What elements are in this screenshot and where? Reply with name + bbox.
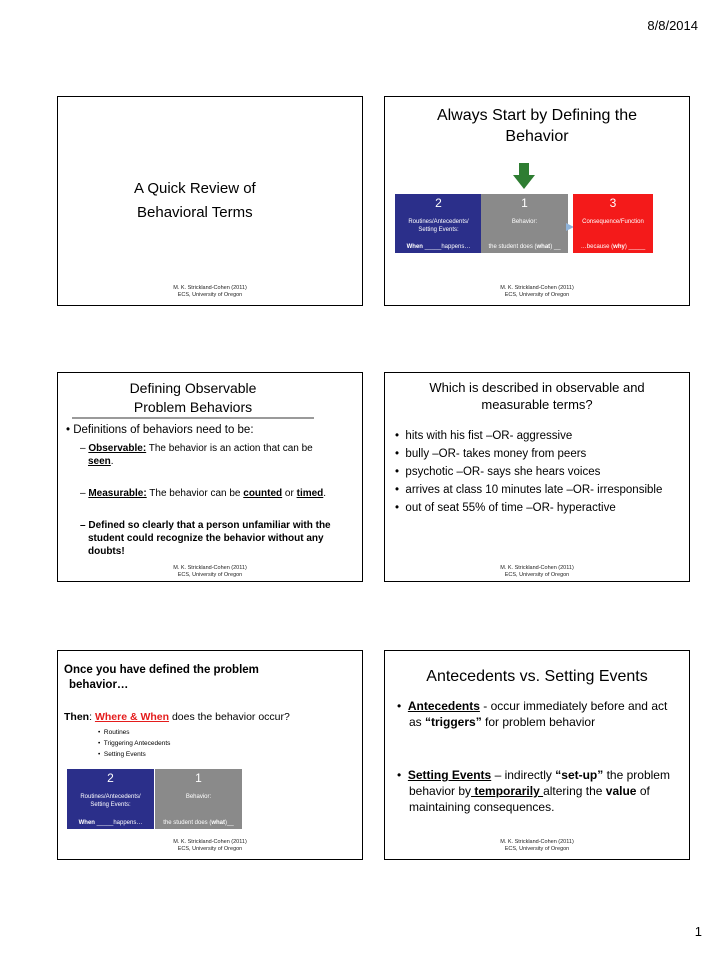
triggers-word: “triggers” <box>425 715 482 729</box>
box-number: 2 <box>107 771 114 785</box>
box-prompt-a: the student does ( <box>488 244 537 250</box>
slide-4 <box>384 372 690 582</box>
slide-3-body <box>66 423 336 558</box>
box-prompt <box>155 819 242 827</box>
box-label <box>395 218 482 234</box>
when-rest: _____happens… <box>422 244 471 250</box>
footer-affiliation: ECS, University of Oregon <box>504 572 570 578</box>
then-question <box>64 711 290 724</box>
subitem: • Triggering Antecedents <box>98 740 171 747</box>
slide-footer <box>385 839 689 853</box>
why-word: why <box>613 244 625 250</box>
option-text: bully –OR- takes money from peers <box>405 448 587 460</box>
slide-5-title-line2: behavior… <box>69 679 129 691</box>
page-number: 1 <box>694 924 702 939</box>
when-word: When <box>406 244 423 250</box>
box-consequence <box>573 194 653 253</box>
slide-2-title-line1: Always Start by Defining the <box>436 107 638 124</box>
slide-1-title-line1: A Quick Review of <box>134 180 256 197</box>
what-word: what <box>211 820 226 826</box>
setting-events-text3: altering the <box>543 784 606 798</box>
observable-text: The behavior is an action that can be <box>146 443 313 454</box>
subitem-text: Routines <box>103 729 130 736</box>
down-arrow-icon <box>513 163 535 189</box>
slide-5 <box>57 650 363 860</box>
then-question-text: does the behavior occur? <box>169 711 290 723</box>
slide-5-title-line1: Once you have defined the problem <box>64 664 259 676</box>
measurable-term: Measurable: <box>88 488 147 499</box>
slide-6 <box>384 650 690 860</box>
box-prompt <box>395 243 482 251</box>
box-prompt-a: the student does ( <box>163 820 212 826</box>
options-list <box>395 429 675 519</box>
setting-events-term: Setting Events <box>407 768 492 782</box>
slide-5-title <box>64 663 259 693</box>
slide-footer <box>58 839 362 853</box>
slide-4-title-line2: measurable terms? <box>481 397 593 412</box>
antecedents-end: for problem behavior <box>481 715 596 729</box>
slide-6-title: Antecedents vs. Setting Events <box>426 668 648 685</box>
option-item: • out of seat 55% of time –OR- hyperactive <box>395 502 616 514</box>
box-prompt <box>481 243 568 251</box>
measurable-mid: or <box>282 488 297 499</box>
footer-author: M. K. Strickland-Cohen (2011) <box>173 285 247 291</box>
item-measurable: – Measurable: The behavior can be counted or timed. <box>80 488 327 499</box>
option-text: psychotic –OR- says she hears voices <box>405 466 601 478</box>
option-item: • bully –OR- takes money from peers <box>395 448 587 460</box>
slide-3-title <box>58 379 328 417</box>
footer-author: M. K. Strickland-Cohen (2011) <box>500 285 574 291</box>
box-prompt-c: ) _____ <box>624 244 646 250</box>
box-label: Consequence/Function <box>582 219 644 225</box>
footer-author: M. K. Strickland-Cohen (2011) <box>173 565 247 571</box>
footer-affiliation: ECS, University of Oregon <box>177 572 243 578</box>
box-prompt-c: ) __ <box>550 244 561 250</box>
box-label <box>67 793 154 809</box>
slide-2-title-line2: Behavior <box>505 128 569 145</box>
box-antecedents <box>67 769 154 829</box>
then-colon: : <box>89 711 95 723</box>
setting-events-bullet: • Setting Events – indirectly “set-up” the problem behavior by temporarily altering the value of maintaining consequences. <box>397 768 670 814</box>
antecedents-term: Antecedents <box>407 699 480 713</box>
option-item: • psychotic –OR- says she hears voices <box>395 466 601 478</box>
box-behavior <box>155 769 242 829</box>
observable-term: Observable: <box>88 443 147 454</box>
slide-2-title <box>385 105 689 147</box>
when-rest: _____happens… <box>94 820 143 826</box>
what-word: what <box>536 244 551 250</box>
subitems-list <box>98 727 170 760</box>
subitem-text: Triggering Antecedents <box>103 740 171 747</box>
slide-footer <box>58 565 362 579</box>
option-item: • arrives at class 10 minutes late –OR- irresponsible <box>395 484 663 496</box>
footer-author: M. K. Strickland-Cohen (2011) <box>500 839 574 845</box>
box-label-line1: Routines/Antecedents/ <box>80 794 141 800</box>
box-number: 2 <box>435 196 442 210</box>
measurable-text: The behavior can be <box>146 488 244 499</box>
footer-affiliation: ECS, University of Oregon <box>177 846 243 852</box>
box-label-line1: Routines/Antecedents/ <box>408 219 469 225</box>
intro-text: Definitions of behaviors need to be: <box>73 424 254 436</box>
box-prompt-c: )__ <box>225 820 234 826</box>
footer-author: M. K. Strickland-Cohen (2011) <box>173 839 247 845</box>
timed-word: timed <box>296 488 324 499</box>
setting-events-end: of maintaining consequences. <box>409 784 650 814</box>
subitem-text: Setting Events <box>103 751 146 758</box>
subitem: • Routines <box>98 729 130 736</box>
antecedents-text: - occur immediately before and act as <box>409 699 668 729</box>
setting-events-text2: the problem behavior by <box>409 768 670 798</box>
slide-footer <box>385 285 689 299</box>
then-label: Then <box>64 711 90 723</box>
box-number: 3 <box>609 196 617 210</box>
when-word: When <box>78 820 95 826</box>
footer-affiliation: ECS, University of Oregon <box>177 292 243 298</box>
box-label: Behavior: <box>185 794 212 800</box>
observable-end: . <box>110 456 114 467</box>
slide-3-title-line2: Problem Behaviors <box>133 399 253 415</box>
clear-definition-text: Defined so clearly that a person unfamiliar with the student could recognize the behavior without any doubts! <box>88 520 331 557</box>
box-label-line2: Setting Events: <box>418 227 459 233</box>
item-observable: – Observable: The behavior is an action that can be seen. <box>80 443 313 467</box>
option-text: hits with his fist –OR- aggressive <box>405 430 573 442</box>
footer-author: M. K. Strickland-Cohen (2011) <box>500 565 574 571</box>
value-word: value <box>605 784 637 798</box>
footer-affiliation: ECS, University of Oregon <box>504 292 570 298</box>
slide-4-title <box>385 379 689 413</box>
option-item: • hits with his fist –OR- aggressive <box>395 430 573 442</box>
definitions-intro: • Definitions of behaviors need to be: <box>66 424 254 436</box>
setup-word: “set-up” <box>555 768 604 782</box>
slide-3 <box>57 372 363 582</box>
box-number: 1 <box>195 771 202 785</box>
item-clear-definition: – Defined so clearly that a person unfamiliar with the student could recognize the behavior without any doubts! <box>80 520 331 557</box>
slide-1-title-line2: Behavioral Terms <box>137 204 253 221</box>
slide-footer <box>58 285 362 299</box>
box-prompt <box>67 819 154 827</box>
counted-word: counted <box>243 488 283 499</box>
page-date: 8/8/2014 <box>647 18 698 33</box>
box-prompt <box>573 243 653 251</box>
slide-footer <box>385 565 689 579</box>
title-divider <box>72 417 314 419</box>
seen-word: seen <box>88 456 111 467</box>
slide-1-title <box>134 177 256 225</box>
box-behavior <box>481 194 568 253</box>
measurable-end: . <box>323 488 327 499</box>
box-prompt-a: …because ( <box>580 244 614 250</box>
footer-affiliation: ECS, University of Oregon <box>504 846 570 852</box>
where-when-text: Where & When <box>94 711 170 723</box>
option-text: out of seat 55% of time –OR- hyperactive <box>405 502 616 514</box>
slide-3-title-line1: Defining Observable <box>129 380 257 396</box>
subitem: • Setting Events <box>98 751 146 758</box>
box-label: Behavior: <box>511 219 538 225</box>
slide-2 <box>384 96 690 306</box>
option-text: arrives at class 10 minutes late –OR- irresponsible <box>405 484 663 496</box>
slide-4-title-line1: Which is described in observable and <box>429 380 645 395</box>
temporarily-word: temporarily <box>471 784 544 798</box>
slide-1 <box>57 96 363 306</box>
box-number: 1 <box>521 196 528 210</box>
antecedents-bullet: • Antecedents - occur immediately before and act as “triggers” for problem behavior <box>397 699 668 729</box>
box-label-line2: Setting Events: <box>90 802 131 808</box>
setting-events-text: – indirectly <box>491 768 556 782</box>
box-antecedents <box>395 194 482 253</box>
